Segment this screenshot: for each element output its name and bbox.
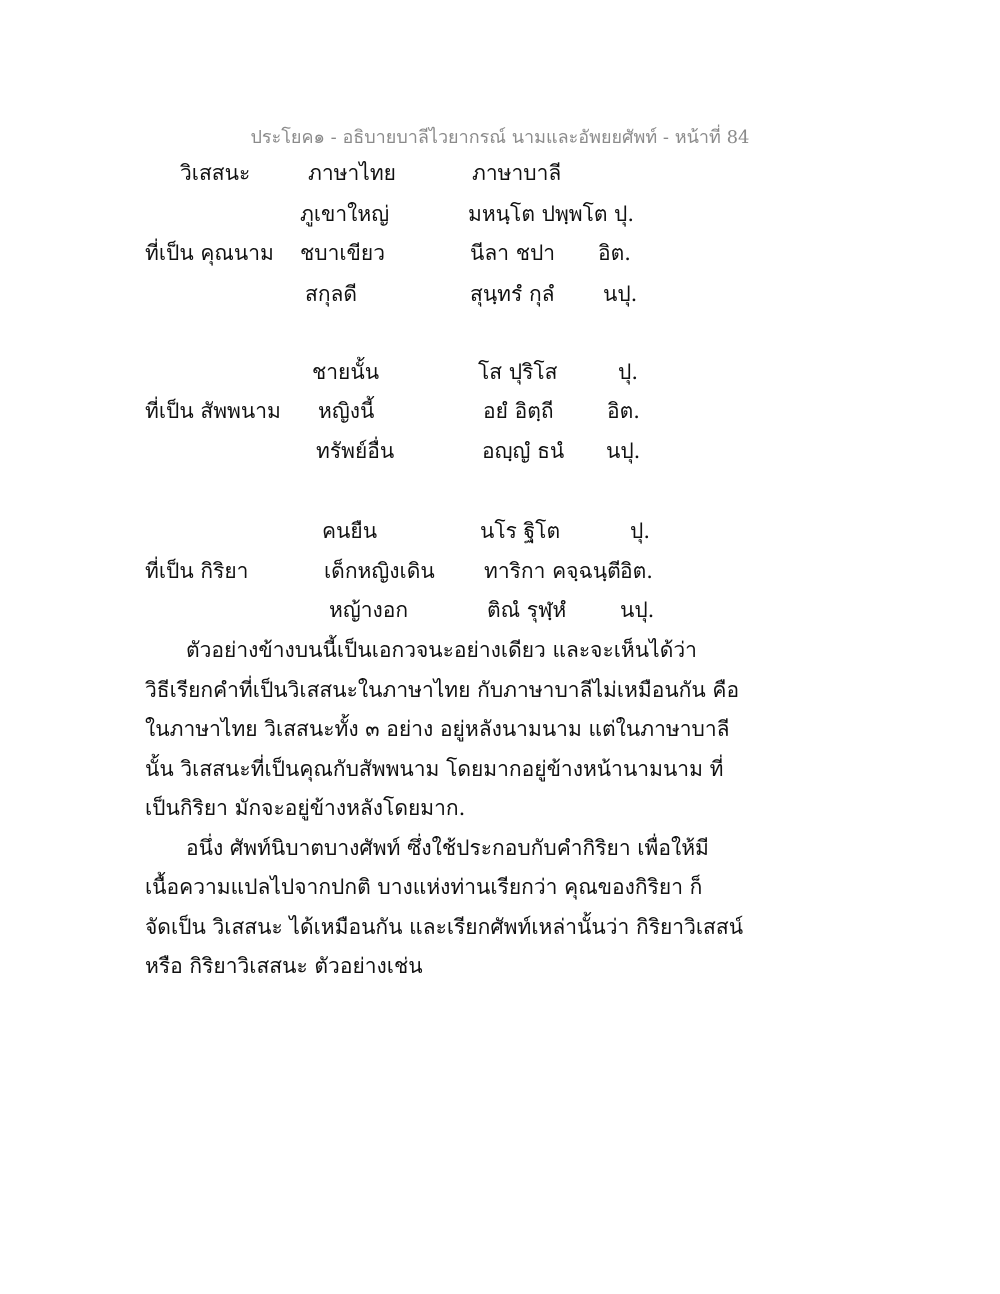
group-label-verb: ที่เป็น กิริยา: [145, 559, 249, 583]
row-gender: นปุ.: [620, 598, 655, 622]
row-pali: โส ปุริโส: [478, 360, 558, 384]
row-gender: ปุ.: [614, 202, 635, 226]
row-thai: ทรัพย์อื่น: [316, 439, 395, 463]
row-pali: นีลา ชปา: [470, 241, 556, 265]
row-pali: มหนฺโต ปพฺพโต: [468, 202, 608, 226]
row-thai: ชบาเขียว: [300, 241, 386, 265]
row-thai: คนยืน: [322, 519, 378, 543]
page-header: ประโยค๑ - อธิบายบาลีไวยากรณ์ นามและอัพยยศัพท์ - หน้าที่ 84: [250, 127, 750, 148]
paragraph-line: จัดเป็น วิเสสนะ ได้เหมือนกัน และเรียกศัพท์เหล่านั้นว่า กิริยาวิเสสน์: [145, 915, 744, 939]
paragraph-line: อนึ่ง ศัพท์นิบาตบางศัพท์ ซึ่งใช้ประกอบกับคำกิริยา เพื่อให้มี: [186, 836, 709, 860]
row-gender: ปุ.: [630, 519, 651, 543]
row-gender: นปุ.: [606, 439, 641, 463]
row-thai: ชายนั้น: [312, 360, 380, 384]
paragraph-line: ในภาษาไทย วิเสสนะทั้ง ๓ อย่าง อยู่หลังนามนาม แต่ในภาษาบาลี: [145, 717, 730, 741]
row-thai: ภูเขาใหญ่: [300, 202, 390, 226]
row-pali: สุนฺทรํ กุลํ: [470, 282, 555, 306]
paragraph-line: นั้น วิเสสนะที่เป็นคุณกับสัพพนาม โดยมากอยู่ข้างหน้านามนาม ที่: [145, 757, 724, 781]
row-gender: อิต.: [607, 399, 640, 423]
paragraph-line: เป็นกิริยา มักจะอยู่ข้างหลังโดยมาก.: [145, 796, 466, 820]
paragraph-line: วิธีเรียกคำที่เป็นวิเสสนะในภาษาไทย กับภาษาบาลีไม่เหมือนกัน คือ: [145, 678, 740, 702]
paragraph-line: หรือ กิริยาวิเสสนะ ตัวอย่างเช่น: [145, 954, 423, 978]
row-pali: อยํ อิตฺถี: [483, 399, 554, 423]
row-pali: อญฺญํ ธนํ: [482, 439, 565, 463]
column-header-type: วิเสสนะ: [180, 161, 251, 185]
row-gender: อิต.: [620, 559, 653, 583]
row-pali: นโร ฐิโต: [480, 519, 561, 543]
row-gender: นปุ.: [603, 282, 638, 306]
row-thai: หญิงนี้: [318, 399, 375, 423]
group-label-adjective: ที่เป็น คุณนาม: [145, 241, 274, 265]
paragraph-line: ตัวอย่างข้างบนนี้เป็นเอกวจนะอย่างเดียว และจะเห็นได้ว่า: [186, 638, 697, 662]
row-gender: อิต.: [598, 241, 631, 265]
paragraph-line: เนื้อความแปลไปจากปกติ บางแห่งท่านเรียกว่า คุณของกิริยา ก็: [145, 875, 703, 899]
row-gender: ปุ.: [618, 360, 639, 384]
row-pali: ทาริกา คจฺฉนฺตี: [484, 559, 621, 583]
column-header-pali: ภาษาบาลี: [472, 161, 562, 185]
row-thai: เด็กหญิงเดิน: [324, 559, 435, 583]
row-thai: สกุลดี: [305, 282, 358, 306]
row-pali: ติณํ รุฬฺหํ: [487, 598, 567, 622]
row-thai: หญ้างอก: [329, 598, 409, 622]
group-label-pronoun: ที่เป็น สัพพนาม: [145, 399, 281, 423]
column-header-thai: ภาษาไทย: [308, 161, 396, 185]
